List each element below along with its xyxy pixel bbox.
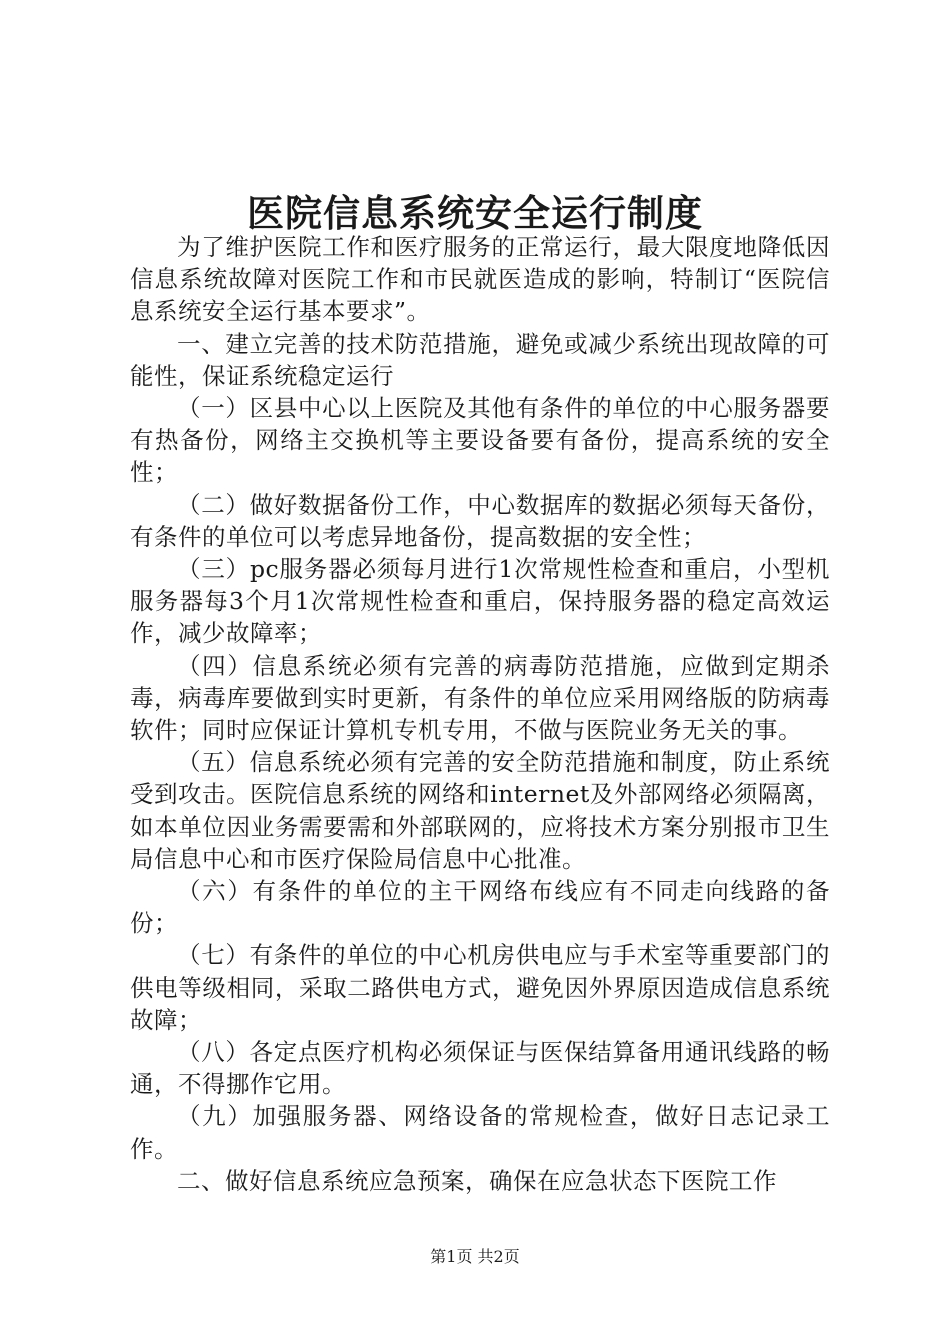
paragraph-item-1: （一）区县中心以上医院及其他有条件的单位的中心服务器要有热备份，网络主交换机等主要设备要有备份，提高系统的安全性； bbox=[130, 394, 830, 487]
paragraph-item-5: （五）信息系统必须有完善的安全防范措施和制度，防止系统受到攻击。医院信息系统的网络和internet及外部网络必须隔离，如本单位因业务需要需和外部联网的，应将技术方案分别报市卫生局信息中心和市医疗保险局信息中心批准。 bbox=[130, 748, 830, 873]
document-body bbox=[130, 231, 830, 1197]
paragraph-item-8: （八）各定点医疗机构必须保证与医保结算备用通讯线路的畅通，不得挪作它用。 bbox=[130, 1038, 830, 1099]
paragraph-item-9: （九）加强服务器、网络设备的常规检查，做好日志记录工作。 bbox=[130, 1102, 830, 1163]
paragraph-intro: 为了维护医院工作和医疗服务的正常运行，最大限度地降低因信息系统故障对医院工作和市民就医造成的影响，特制订“医院信息系统安全运行基本要求”。 bbox=[130, 233, 830, 326]
paragraph-section-2-heading: 二、做好信息系统应急预案，确保在应急状态下医院工作 bbox=[177, 1166, 777, 1195]
paragraph-item-4: （四）信息系统必须有完善的病毒防范措施，应做到定期杀毒，病毒库要做到实时更新，有条件的单位应采用网络版的防病毒软件；同时应保证计算机专机专用，不做与医院业务无关的事。 bbox=[130, 651, 830, 745]
paragraph-item-2: （二）做好数据备份工作，中心数据库的数据必须每天备份，有条件的单位可以考虑异地备份，提高数据的安全性； bbox=[130, 490, 830, 551]
paragraph-section-1-heading: 一、建立完善的技术防范措施，避免或减少系统出现故障的可能性，保证系统稳定运行 bbox=[130, 329, 830, 390]
page-footer: 第1页 共2页 bbox=[430, 1247, 520, 1266]
paragraph-item-7: （七）有条件的单位的中心机房供电应与手术室等重要部门的供电等级相同，采取二路供电方式，避免因外界原因造成信息系统故障； bbox=[130, 941, 830, 1034]
paragraph-item-3: （三）pc服务器必须每月进行1次常规性检查和重启，小型机服务器每3个月1次常规性检查和重启，保持服务器的稳定高效运作，减少故障率； bbox=[130, 555, 830, 648]
paragraph-item-6: （六）有条件的单位的主干网络布线应有不同走向线路的备份； bbox=[130, 877, 830, 938]
page-title: 医院信息系统安全运行制度 bbox=[247, 191, 703, 235]
